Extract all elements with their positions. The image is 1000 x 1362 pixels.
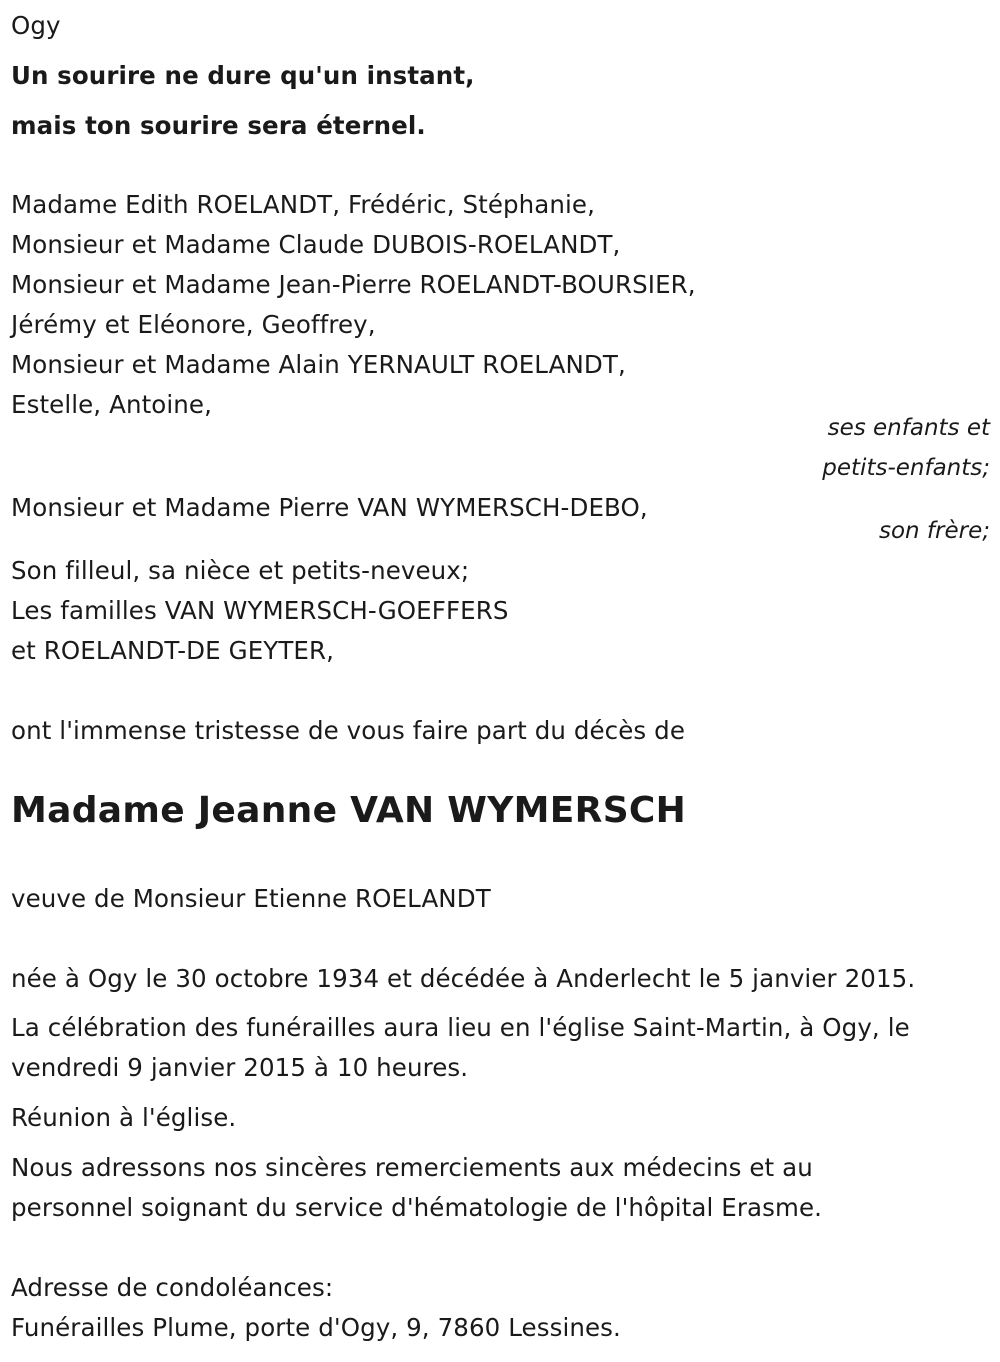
funeral-line-1: La célébration des funérailles aura lieu en l'église Saint-Martin, à Ogy, le <box>11 1013 910 1042</box>
relation-children-line-2: petits-enfants; <box>822 455 990 481</box>
other-family-line-3: et ROELANDT-DE GEYTER, <box>11 636 334 665</box>
meeting-line: Réunion à l'église. <box>11 1103 237 1132</box>
relation-children-line-1: ses enfants et <box>827 415 990 441</box>
family-line-5: Monsieur et Madame Alain YERNAULT ROELANDT, <box>11 350 626 379</box>
announcement-text: ont l'immense tristesse de vous faire part du décès de <box>11 716 686 745</box>
family-line-2: Monsieur et Madame Claude DUBOIS-ROELANDT, <box>11 230 621 259</box>
other-family-line-1: Son filleul, sa nièce et petits-neveux; <box>11 556 470 585</box>
funeral-line-2: vendredi 9 janvier 2015 à 10 heures. <box>11 1053 469 1082</box>
location-header: Ogy <box>11 11 61 40</box>
condolences-address: Funérailles Plume, porte d'Ogy, 9, 7860 Lessines. <box>11 1313 621 1342</box>
family-line-6: Estelle, Antoine, <box>11 390 212 419</box>
family-line-1: Madame Edith ROELANDT, Frédéric, Stéphanie, <box>11 190 595 219</box>
widow-of-line: veuve de Monsieur Etienne ROELANDT <box>11 884 491 913</box>
brother-line: Monsieur et Madame Pierre VAN WYMERSCH-DEBO, <box>11 493 648 522</box>
family-line-3: Monsieur et Madame Jean-Pierre ROELANDT-BOURSIER, <box>11 270 696 299</box>
relation-brother: son frère; <box>878 518 990 544</box>
thanks-line-2: personnel soignant du service d'hématologie de l'hôpital Erasme. <box>11 1193 823 1222</box>
deceased-name: Madame Jeanne VAN WYMERSCH <box>11 790 687 831</box>
other-family-line-2: Les familles VAN WYMERSCH-GOEFFERS <box>11 596 509 625</box>
birth-death-line: née à Ogy le 30 octobre 1934 et décédée à Anderlecht le 5 janvier 2015. <box>11 964 916 993</box>
quote-line-1: Un sourire ne dure qu'un instant, <box>11 61 475 90</box>
family-line-4: Jérémy et Eléonore, Geoffrey, <box>11 310 376 339</box>
thanks-line-1: Nous adressons nos sincères remerciements aux médecins et au <box>11 1153 813 1182</box>
quote-line-2: mais ton sourire sera éternel. <box>11 111 426 140</box>
condolences-label: Adresse de condoléances: <box>11 1273 334 1302</box>
